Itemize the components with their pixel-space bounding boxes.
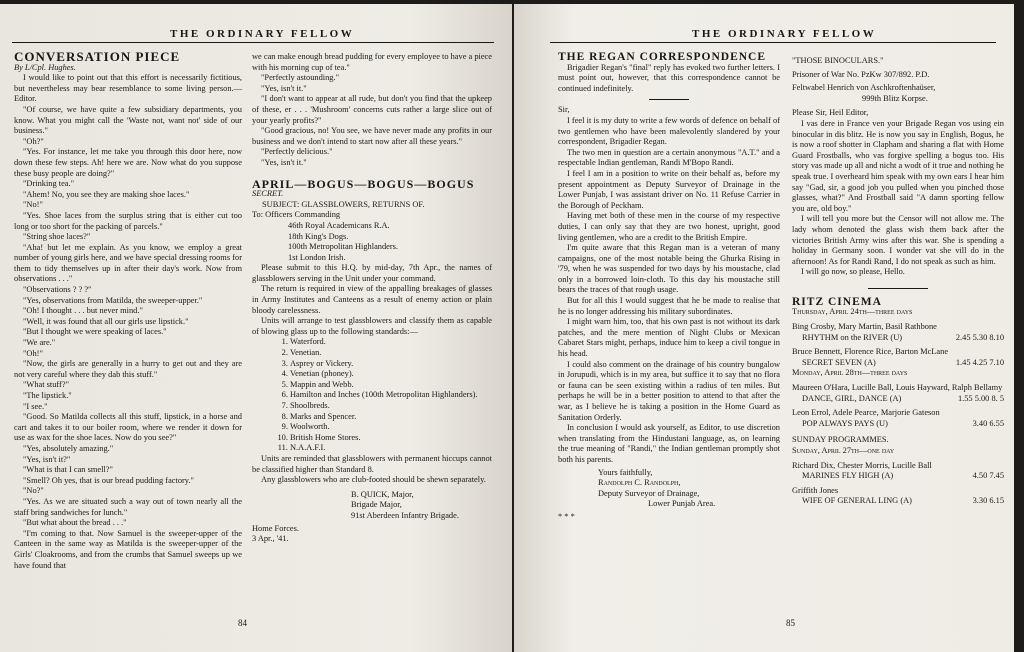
stars-divider: * * *	[558, 511, 575, 521]
dialogue-paragraph: "Ahem! No, you see they are making shoe laces."	[23, 189, 190, 199]
regan-intro: Brigadier Regan's "final" reply has evoked two further letters. I must point out, however, that this correspondence cannot be continued indefinitely.	[558, 62, 780, 93]
sunday-heading: SUNDAY PROGRAMMES.	[792, 435, 889, 445]
second-column	[252, 52, 492, 545]
regan-column	[558, 52, 780, 523]
dialogue-paragraph: "Perfectly delicious."	[261, 147, 333, 157]
dialogue-paragraph: "Of course, we have quite a few subsidiary departments, you know. What you might call the 'Waste not, want not' side of our business."	[14, 104, 242, 136]
dialogue-paragraph: "Now, the girls are generally in a hurry to get out and they are not very careful where they dab this stuff."	[14, 359, 242, 379]
signature-name: B. QUICK, Major,	[351, 489, 414, 499]
film-row	[802, 419, 1004, 430]
april-para-3: Units will arrange to test glassblowers and classify them as capable of blowing glass up to the following standards:—	[252, 316, 492, 336]
film-title: SECRET SEVEN (A)	[802, 357, 876, 367]
dialogue-paragraph: "Oh?"	[23, 136, 44, 146]
dialogue-paragraph: "But I thought we were speaking of laces."	[23, 327, 167, 337]
dialogue-paragraph: "Perfectly astounding."	[261, 73, 340, 83]
film-listing	[792, 486, 1004, 507]
dialogue-paragraph: "No?"	[23, 486, 44, 496]
film-times: 1.55 5.00 8. 5	[957, 393, 1004, 403]
dialogue-paragraph: "Oh! I thought . . . but never mind."	[23, 306, 143, 316]
dialogue-paragraph: "Drinking tea."	[23, 179, 75, 189]
standard-item: 9. Woolworth.	[290, 422, 492, 433]
dialogue-paragraph: "We are."	[23, 338, 56, 348]
closing: Yours faithfully,	[598, 467, 653, 477]
film-row	[802, 333, 1004, 344]
prisoner-line: Prisoner of War No. PzKw 307/892. P.D.	[792, 69, 930, 79]
conversation-continued	[252, 52, 492, 169]
signature-block	[342, 490, 492, 522]
dialogue-paragraph: "Yes. Shoe laces from the surplus string that is either cut too long or too short for the packing of parcels."	[14, 210, 242, 231]
april-para-2: The return is required in view of the appalling breakages of glasses in Army Institutes and Canteens as a result of enemy action or plain bloody carelessness.	[252, 284, 492, 315]
conversation-body	[14, 73, 242, 571]
signature-name: Randolph C. Randolph,	[598, 478, 681, 488]
film-times: 3.40 6.55	[972, 418, 1004, 428]
to-line: To: Officers Commanding	[252, 210, 341, 220]
dialogue-paragraph: "I'm coming to that. Now Samuel is the sweeper-upper of the Canteen in the same way as Matilda is the sweeper-upper of the Girls' Cloakrooms, and from the crumbs that Samuel sweeps up we have found that	[14, 528, 242, 570]
regan-title: THE REGAN CORRESPONDENCE	[558, 51, 767, 63]
dialogue-paragraph: "No!"	[23, 200, 43, 210]
dialogue-paragraph: "Yes. As we are situated such a way out of town nearly all the staff bring sandwiches for lunch."	[14, 496, 242, 517]
film-cast: Griffith Jones	[792, 485, 839, 495]
film-times: 3.30 6.15	[972, 496, 1004, 506]
film-title: RHYTHM on the RIVER (U)	[802, 332, 903, 342]
film-title: DANCE, GIRL, DANCE (A)	[802, 393, 902, 403]
signature-area: Lower Punjab Area.	[648, 499, 716, 509]
sender-line-1: Feltwabel Henrich von Aschkroftenhaüser,	[792, 83, 936, 93]
letter-paragraph: I will tell you more but the Censor will not allow me. The lady whom denoted the glass wish them back after the victories British Army wins after this war. She is spending a holiday in Germany soon. I wonder vat she vill do in the afternoon! As for Randi Rand, I do not speak as such as him.	[792, 214, 1004, 266]
standard-item: 1. Waterford.	[290, 337, 492, 348]
film-cast: Richard Dix, Chester Morris, Lucille Ball	[792, 460, 932, 470]
film-title: MARINES FLY HIGH (A)	[802, 471, 894, 481]
dialogue-paragraph: "Smell? Oh yes, that is our bread pudding factory."	[23, 475, 194, 485]
page-number: 85	[786, 618, 795, 628]
standard-item: 2. Venetian.	[290, 348, 492, 359]
film-listing	[792, 461, 1004, 482]
letter-paragraph: I feel I am in a position to write on their behalf as, before my present appointment as Deputy Surveyor of Drainage in the Lower Punjab, I was assistant driver on No. 11 Refuse Carrier in the Borough of Peckham.	[558, 168, 780, 210]
letter-paragraph: The two men in question are a certain anonymous "A.T." and a respectable Indian gentleman, Randi M'Bopo Randi.	[558, 147, 780, 168]
dialogue-paragraph: "Well, it was found that all our girls use lipstick."	[23, 316, 189, 326]
film-listing	[792, 322, 1004, 343]
letter-paragraph: I might warn him, too, that his own past is not without its dark patches, and the mere mention of Night Clubs or Mexican Cabaret Stars might, perhaps, induce him to keep a civil tongue in his head.	[558, 317, 780, 359]
regan-letter-body	[558, 116, 780, 466]
dialogue-paragraph: "Aha! but let me explain. As you know, we employ a great number of young girls here, and we have special dressing rooms for them to tidy themselves up in after their day's work. Now from observations . . ."	[14, 242, 242, 284]
standard-item: 4. Venetian (phoney).	[290, 369, 492, 380]
film-row	[802, 358, 1004, 369]
dialogue-paragraph: "String shoe laces?"	[23, 232, 91, 242]
letter-paragraph: I feel it is my duty to write a few words of defence on behalf of two gentlemen who have been malevolently slandered by your correspondent, Brigadier Regan.	[558, 115, 780, 147]
film-title: WIFE OF GENERAL LING (A)	[802, 496, 912, 506]
dialogue-paragraph: "Yes, absolutely amazing."	[23, 443, 114, 453]
film-cast: Leon Errol, Adele Pearce, Marjorie Gateson	[792, 408, 940, 418]
standards-list	[252, 337, 492, 454]
letter-paragraph: I vas dere in France ven your Brigade Regan vos using ein binocular in dis blitz. He is now you say in English, Bogus, he is now a roof shotter in Clapham and sharing a flat with Home Guard Frostballs, who vas forgive spelling a bogus too. His story vas made up all and nicht a wodt of it true and nothing he speak true. I overheard him speak with my own ears I hear him say "Gad, sir, a good job you pulled when you pinched those glasses, what?" And Frostball said "A damn sporting fellow you are, old boy."	[792, 118, 1004, 213]
dialogue-paragraph: "Observations ? ? ?"	[23, 285, 92, 295]
header-rule	[550, 42, 996, 43]
unit-item: 46th Royal Academicans R.A.	[288, 220, 390, 230]
unit-item: 100th Metropolitan Highlanders.	[288, 242, 399, 252]
conversation-column	[14, 49, 242, 571]
right-column	[792, 56, 1004, 507]
dialogue-paragraph: "What stuff?"	[23, 380, 69, 390]
standard-item: 10. British Home Stores.	[290, 433, 492, 444]
page-number: 84	[238, 618, 247, 628]
binoculars-body	[792, 119, 1004, 278]
regan-salutation: Sir,	[558, 105, 570, 115]
ritz-programmes	[792, 307, 1004, 429]
running-head: THE ORDINARY FELLOW	[170, 28, 355, 40]
film-times: 2.45 5.30 8.10	[955, 332, 1004, 342]
dialogue-paragraph: "Good. So Matilda collects all this stuff, lipstick, in a horse and cart and takes it to our boiler room, where we render it down for use as wax for the shoe laces. Now do you see?"	[14, 412, 242, 443]
unit-list	[288, 221, 492, 263]
dialogue-paragraph: "Yes, observations from Matilda, the sweeper-upper."	[23, 295, 203, 305]
signature-role: Brigade Major,	[351, 500, 402, 510]
right-page	[514, 4, 1014, 652]
film-cast: Bruce Bennett, Florence Rice, Barton McLane	[792, 347, 949, 357]
divider	[868, 288, 928, 289]
footer-line-1: Home Forces.	[252, 523, 299, 533]
ritz-title: RITZ CINEMA	[792, 295, 882, 308]
letter-paragraph: I'm quite aware that this Regan man is a veteran of many campaigns, one of the most notable being the Ghurka Rising in '79, when he was suspended for two days by his moustache, clad only in a borrowed loin-cloth. To this day his moustache still bears the traces of that rough usage.	[558, 243, 780, 295]
film-cast: Maureen O'Hara, Lucille Ball, Louis Hayward, Ralph Bellamy	[792, 383, 1003, 393]
running-head: THE ORDINARY FELLOW	[692, 28, 877, 40]
letter-paragraph: But for all this I would suggest that he be made to realise that he is no longer addressing his military subordinates.	[558, 296, 780, 316]
divider	[649, 99, 689, 100]
april-title: APRIL—BOGUS—BOGUS—BOGUS	[252, 176, 475, 191]
film-listing	[792, 347, 1004, 368]
signature-role: Deputy Surveyor of Drainage,	[598, 488, 700, 498]
unit-item: 18th King's Dogs.	[288, 231, 349, 241]
standard-item: 6. Hamilton and Inches (100th Metropolitan Highlanders).	[290, 390, 492, 401]
film-row	[802, 471, 1004, 482]
standard-item: 5. Mappin and Webb.	[290, 380, 492, 391]
film-row	[802, 496, 1004, 507]
sender-line-2: 999th Blitz Korpse.	[862, 93, 928, 103]
film-cast: Bing Crosby, Mary Martin, Basil Rathbone	[792, 322, 937, 332]
dialogue-paragraph: "Good gracious, no! You see, we have never made any profits in our business and we don't intend to start now after all these years."	[252, 126, 492, 146]
programme-day: Sunday, April 27th—one day	[792, 446, 895, 455]
binoculars-salutation: Please Sir, Heil Editor,	[792, 108, 869, 118]
footer-line-2: 3 Apr., '41.	[252, 534, 289, 544]
april-para-5: Any glassblowers who are club-footed should be shewn separately.	[261, 475, 486, 485]
standard-item: 7. Shoolbreds.	[290, 401, 492, 412]
film-title: POP ALWAYS PAYS (U)	[802, 418, 888, 428]
programme-day: Monday, April 28th—three days	[792, 368, 908, 378]
subject-line: SUBJECT: GLASSBLOWERS, RETURNS OF.	[262, 199, 425, 209]
film-times: 4.50 7.45	[972, 471, 1004, 481]
dialogue-paragraph: we can make enough bread pudding for every employee to have a piece with his morning cup of tea."	[252, 52, 492, 72]
dialogue-paragraph: "Yes, isn't it?"	[23, 454, 71, 464]
article-title: CONVERSATION PIECE	[14, 49, 181, 64]
letter-paragraph: I could also comment on the drainage of his country bungalow in Jorupudi, which is in my area, but suffice it to say that no flora or fauna can be seen existing within a radius of ten miles. But perhaps he will be in a better position to attend to that after the war, as I believe he is taking a position in the Home Guard as Sanitation Orderly.	[558, 359, 780, 422]
standard-item: 3. Asprey or Vickery.	[290, 359, 492, 370]
dialogue-paragraph: "What is that I can smell?"	[23, 465, 113, 475]
letter-paragraph: I will go now, so please, Hello.	[801, 267, 905, 277]
left-page	[0, 4, 512, 652]
letter-paragraph: Having met both of these men in the course of my respective duties, I can only say that they are two honest, upright, good living gentlemen, who are a credit to the British Empire.	[558, 211, 780, 242]
regan-signature	[598, 468, 780, 510]
dialogue-paragraph: "Oh!"	[23, 348, 43, 358]
dialogue-paragraph: "Yes, isn't it."	[261, 83, 307, 93]
film-listing	[792, 383, 1004, 404]
signature-unit: 91st Aberdeen Infantry Brigade.	[351, 510, 459, 520]
header-rule	[12, 42, 494, 43]
byline: By L/Cpl. Hughes.	[14, 62, 76, 72]
dialogue-paragraph: "The lipstick."	[23, 391, 72, 400]
film-times: 1.45 4.25 7.10	[955, 357, 1004, 367]
dialogue-paragraph: "Yes, isn't it."	[261, 157, 307, 167]
dialogue-paragraph: "Yes. For instance, let me take you through this door here, now down these few steps. Ah! here we are. Now what do you suppose these busy people are doing?"	[14, 147, 242, 178]
secret-label: SECRET.	[252, 189, 284, 199]
april-para-4: Units are reminded that glassblowers with permanent hiccups cannot be classified higher than Standard 8.	[252, 453, 492, 474]
standard-item: 8. Marks and Spencer.	[290, 412, 492, 423]
dialogue-paragraph: "But what about the bread . . ."	[23, 518, 127, 528]
film-listing	[792, 408, 1004, 429]
dialogue-paragraph: "I don't want to appear at all rude, but don't you find that the upkeep of these, er . . . 'Mushroom' concerns cuts rather a large slice out of your yearly profits?"	[252, 94, 492, 125]
dialogue-paragraph: I would like to point out that this effort is necessarily fictitious, but nevertheless may bear resemblance to some living person.—Editor.	[14, 73, 242, 104]
letter-paragraph: In conclusion I would ask yourself, as Editor, to use discretion when translating from the Hindustani language, as, on learning the true meaning of "Randi," the Indian gentleman promptly shot both his parents.	[558, 423, 780, 464]
film-row	[802, 394, 1004, 405]
binoculars-title: "THOSE BINOCULARS."	[792, 56, 884, 65]
dialogue-paragraph: "I see."	[23, 401, 48, 411]
programme-day: Thursday, April 24th—three days	[792, 307, 913, 317]
sunday-programme	[792, 446, 1004, 507]
april-para-1: Please submit to this H.Q. by mid-day, 7th Apr., the names of glassblowers serving in the Unit under your command.	[252, 263, 492, 283]
standard-item: 11. N.A.A.F.I.	[290, 443, 492, 454]
unit-item: 1st London Irish.	[288, 252, 346, 262]
